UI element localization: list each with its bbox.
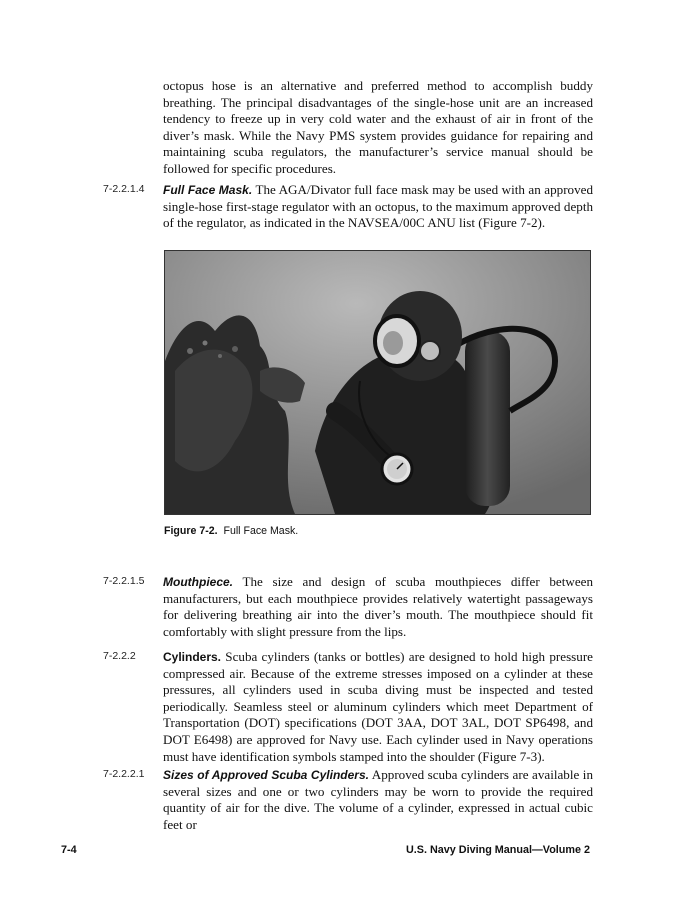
section-number: 7-2.2.2.1 [103,768,145,780]
figure-diver-photo [164,250,591,515]
section-number: 7-2.2.1.5 [103,575,145,587]
section-body [163,574,593,640]
section-text: Scuba cylinders (tanks or bottles) are designed to hold high pressure compressed air. Because of the extreme stresses imposed on a cylinder at these pressures, all cylinders used in scuba diving must be inspected and tested periodically. Seamless steel or aluminum cylinders which meet Department of Transportation (DOT) specifications (DOT 3AA, DOT 3AL, DOT SP6498, and DOT E6498) are approved for Navy use. Each cylinder used in Navy operations must have identification symbols stamped into the shoulder (Figure 7-3). [163,649,593,764]
section-text: The size and design of scuba mouthpieces differ between manufacturers, but each mouthpiece provides relatively watertight passageways for delivering breathing air into the diver’s mouth. The mouthpiece should fit comfortably with slight pressure from the lips. [163,574,593,639]
section-body [163,182,593,232]
section-text: Approved scuba cylinders are available in several sizes and one or two cylinders may be worn to provide the required quantity of air for the dive. The volume of a cylinder, expressed in actual cubic feet or [163,767,593,832]
section-title: Sizes of Approved Scuba Cylinders. [163,768,369,782]
section-mouthpiece [103,574,593,640]
section-full-face-mask [103,182,593,232]
manual-title: U.S. Navy Diving Manual—Volume 2 [406,844,590,856]
intro-paragraph: octopus hose is an alternative and preferred method to accomplish buddy breathing. The principal disadvantages of the single-hose unit are an increased tendency to freeze up in very cold water and the exhaust of air in front of the diver’s mask. While the Navy PMS system provides guidance for repairing and maintaining scuba regulators, the manufacturer’s service manual should be followed for specific procedures. [163,78,593,176]
section-cylinder-sizes [103,767,593,833]
section-body [163,767,593,833]
figure-caption [164,525,298,537]
section-body [163,649,593,765]
figure-label: Figure 7-2. [164,525,218,537]
section-title: Full Face Mask. [163,183,253,197]
section-number: 7-2.2.1.4 [103,183,145,195]
diver-photo-icon [165,251,590,514]
section-cylinders [103,649,593,765]
page-number: 7-4 [61,844,77,856]
section-title: Mouthpiece. [163,575,234,589]
section-text: The AGA/Divator full face mask may be used with an approved single-hose first-stage regulator with an octopus, to the maximum approved depth of the regulator, as indicated in the NAVSEA/00C ANU list (Figure 7-2). [163,182,594,231]
figure-caption-text: Full Face Mask. [223,525,299,537]
section-number: 7-2.2.2 [103,650,136,662]
section-title: Cylinders. [163,650,222,664]
